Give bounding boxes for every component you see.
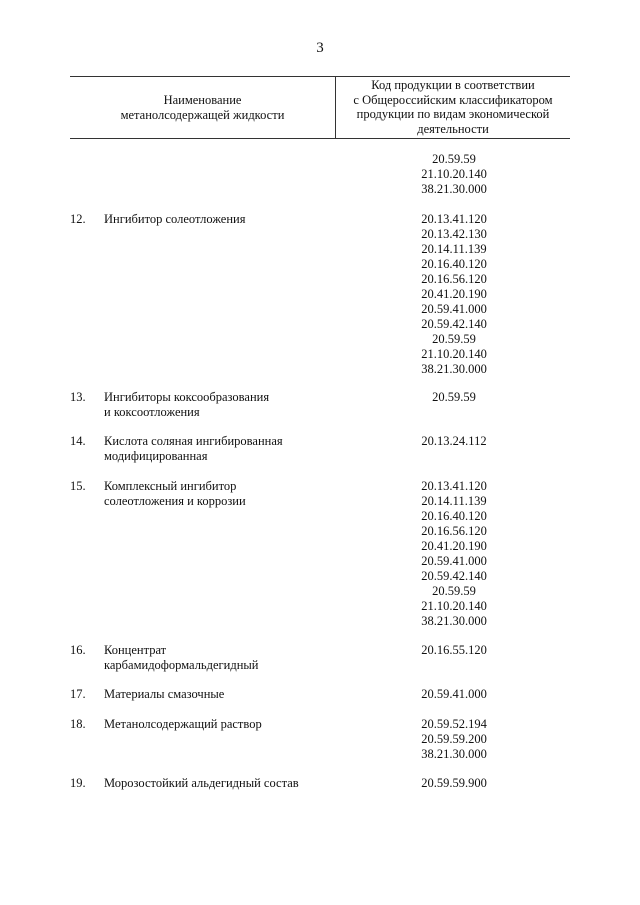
product-code: 20.14.11.139	[421, 242, 487, 256]
row-codes	[392, 434, 516, 449]
product-code: 20.41.20.190	[421, 287, 487, 301]
row-name	[104, 717, 329, 732]
product-code: 20.59.41.000	[421, 554, 487, 568]
row-codes	[392, 212, 516, 377]
column-header-name	[70, 93, 335, 122]
row-name	[104, 390, 329, 420]
column-header-code-line: Код продукции в соответствии	[371, 78, 535, 92]
row-number: 17.	[70, 687, 86, 701]
row-name-line: Кислота соляная ингибированная	[104, 434, 283, 448]
page-number: 3	[316, 40, 324, 56]
row-codes	[392, 479, 516, 629]
row-number: 15.	[70, 479, 86, 493]
product-code: 20.59.42.140	[421, 569, 487, 583]
product-code: 38.21.30.000	[421, 182, 487, 196]
column-header-code	[336, 78, 570, 136]
row-codes	[392, 152, 516, 197]
product-code: 20.59.52.194	[421, 717, 487, 731]
column-header-code-line: деятельности	[417, 121, 489, 136]
row-name-line: и коксоотложения	[104, 405, 200, 419]
row-number: 13.	[70, 390, 86, 404]
product-code: 21.10.20.140	[421, 599, 487, 613]
column-header-name-line: Наименование	[163, 93, 242, 107]
row-name-line: карбамидоформальдегидный	[104, 658, 259, 672]
product-code: 20.41.20.190	[421, 539, 487, 553]
row-number: 12.	[70, 212, 86, 226]
row-name	[104, 434, 329, 464]
product-code: 20.16.40.120	[421, 257, 487, 271]
product-code: 20.13.41.120	[421, 479, 487, 493]
table-header-bottom-rule	[70, 138, 570, 139]
product-code: 38.21.30.000	[421, 362, 487, 376]
row-number: 16.	[70, 643, 86, 657]
product-code: 20.59.59	[432, 152, 476, 166]
product-code: 20.13.24.112	[421, 434, 487, 448]
product-code: 20.13.42.130	[421, 227, 487, 241]
row-number: 19.	[70, 776, 86, 790]
product-code: 20.16.56.120	[421, 524, 487, 538]
product-code: 20.59.59	[432, 584, 476, 598]
row-name-line: Концентрат	[104, 643, 167, 657]
product-code: 20.59.59.200	[421, 732, 487, 746]
table-top-rule	[70, 76, 570, 77]
row-codes	[392, 717, 516, 762]
row-name-line: Ингибитор солеотложения	[104, 212, 246, 226]
product-code: 20.16.55.120	[421, 643, 487, 657]
row-name	[104, 212, 329, 227]
product-code: 21.10.20.140	[421, 347, 487, 361]
product-code: 20.59.59	[432, 390, 476, 404]
column-header-code-line: продукции по видам экономической	[356, 107, 550, 121]
row-name	[104, 479, 329, 509]
product-code: 38.21.30.000	[421, 614, 487, 628]
product-code: 20.59.59	[432, 332, 476, 346]
product-code: 20.13.41.120	[421, 212, 487, 226]
column-header-code-line: с Общероссийским классификатором	[353, 92, 553, 107]
row-name	[104, 776, 329, 791]
product-code: 38.21.30.000	[421, 747, 487, 761]
row-codes	[392, 776, 516, 791]
row-name-line: Ингибиторы коксообразования	[104, 390, 270, 404]
row-codes	[392, 643, 516, 658]
column-header-name-line: метанолсодержащей жидкости	[120, 107, 285, 122]
row-name-line: Материалы смазочные	[104, 687, 225, 701]
product-code: 20.59.42.140	[421, 317, 487, 331]
row-number: 14.	[70, 434, 86, 448]
product-code: 20.59.41.000	[421, 302, 487, 316]
product-code: 20.14.11.139	[421, 494, 487, 508]
row-name-line: солеотложения и коррозии	[104, 494, 246, 508]
row-name	[104, 687, 329, 702]
row-number: 18.	[70, 717, 86, 731]
row-name	[104, 643, 329, 673]
row-name-line: Комплексный ингибитор	[104, 479, 237, 493]
row-name-line: модифицированная	[104, 449, 208, 463]
product-code: 20.16.56.120	[421, 272, 487, 286]
product-code: 20.16.40.120	[421, 509, 487, 523]
product-code: 20.59.59.900	[421, 776, 487, 790]
row-codes	[392, 390, 516, 405]
row-codes	[392, 687, 516, 702]
row-name-line: Морозостойкий альдегидный состав	[104, 776, 299, 790]
product-code: 21.10.20.140	[421, 167, 487, 181]
product-code: 20.59.41.000	[421, 687, 487, 701]
row-name-line: Метанолсодержащий раствор	[104, 717, 262, 731]
